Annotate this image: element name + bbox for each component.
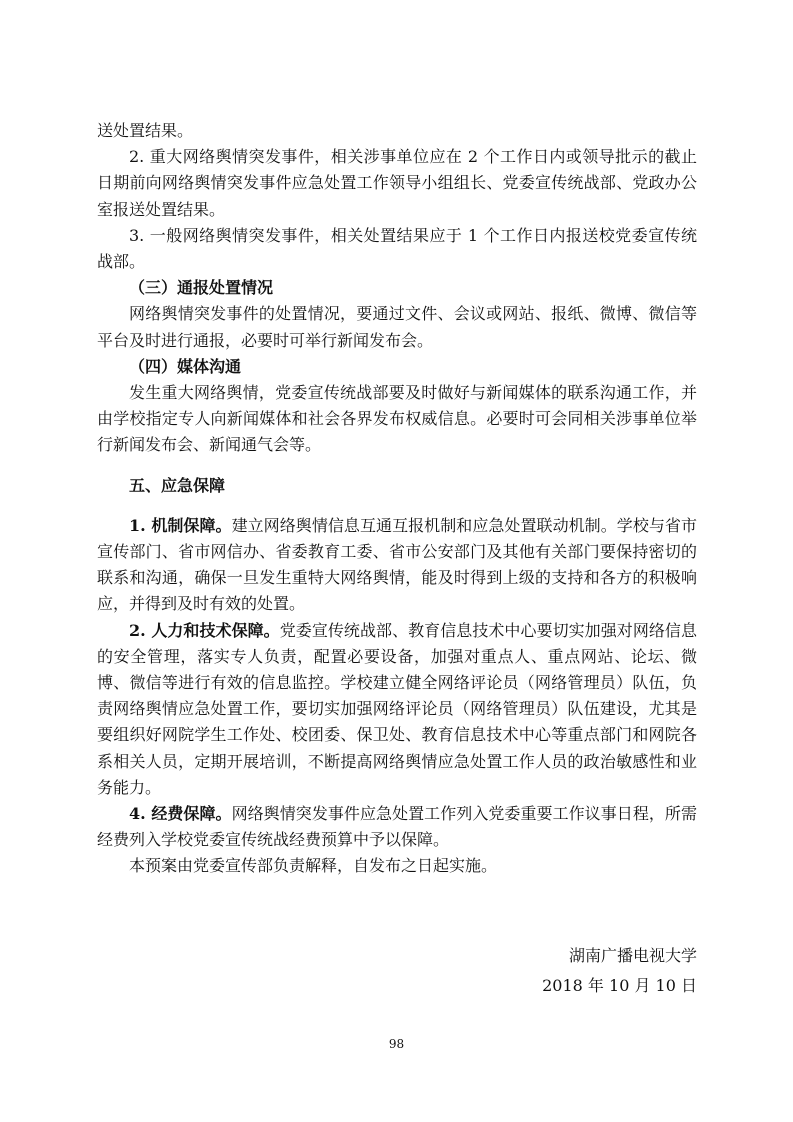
heading-media-communication: （四）媒体沟通 [129, 356, 242, 376]
paragraph-report-handling: 网络舆情突发事件的处置情况，要通过文件、会议或网站、报纸、微博、微信等平台及时进行通报，必要时可举行新闻发布会。 [97, 304, 697, 350]
lead-mechanism-support: 1. 机制保障。 [129, 515, 232, 535]
signature-organization: 湖南广播电视大学 [568, 946, 697, 965]
text-funding-support: 网络舆情突发事件应急处置工作列入党委重要工作议事日程，所需经费列入学校党委宣传统战经费预算中予以保障。 [97, 804, 697, 850]
paragraph-major-incident: 2. 重大网络舆情突发事件，相关涉事单位应在 2 个工作日内或领导批示的截止日期前向网络舆情突发事件应急处置工作领导小组组长、党委宣传统战部、党政办公室报送处置结果。 [97, 147, 697, 219]
paragraph-mechanism-support [97, 513, 697, 618]
paragraph-general-incident: 3. 一般网络舆情突发事件，相关处置结果应于 1 个工作日内报送校党委宣传统战部。 [97, 225, 697, 272]
text-personnel-tech-support: 党委宣传统战部、教育信息技术中心要切实加强对网络信息的安全管理，落实专人负责，配置必要设备，加强对重点人、重点网站、论坛、微博、微信等进行有效的信息监控。学校建立健全网络评论员（网络管理员）队伍，负责网络舆情应急处置工作，要切实加强网络评论员（网络管理员）队伍建设，尤其是要组织好网院学生工作处、校团委、保卫处、教育信息技术中心等重点部门和网院各系相关人员，定期开展培训，不断提高网络舆情应急处置工作人员的政治敏感性和业务能力。 [97, 620, 697, 797]
text-mechanism-support: 建立网络舆情信息互通互报机制和应急处置联动机制。学校与省市宣传部门、省市网信办、省委教育工委、省市公安部门及其他有关部门要保持密切的联系和沟通，确保一旦发生重特大网络舆情，能及时得到上级的支持和各方的积极响应，并得到及时有效的处置。 [97, 515, 697, 614]
body-text [97, 118, 697, 880]
page-number: 98 [388, 1037, 405, 1051]
paragraph-final-note: 本预案由党委宣传部负责解释，自发布之日起实施。 [129, 856, 498, 876]
paragraph-media-communication: 发生重大网络舆情，党委宣传统战部要及时做好与新闻媒体的联系沟通工作，并由学校指定专人向新闻媒体和社会各界发布权威信息。必要时可会同相关涉事单位举行新闻发布会、新闻通气会等。 [97, 383, 697, 455]
signature-date: 2018 年 10 月 10 日 [542, 976, 697, 995]
heading-report-handling: （三）通报处置情况 [129, 278, 274, 298]
lead-personnel-tech-support: 2. 人力和技术保障。 [129, 620, 280, 640]
paragraph-funding-support [97, 801, 697, 853]
heading-emergency-support: 五、应急保障 [129, 475, 226, 495]
paragraph-personnel-tech-support [97, 618, 697, 801]
paragraph-continuation: 送处置结果。 [97, 121, 194, 140]
lead-funding-support: 4. 经费保障。 [129, 804, 232, 824]
